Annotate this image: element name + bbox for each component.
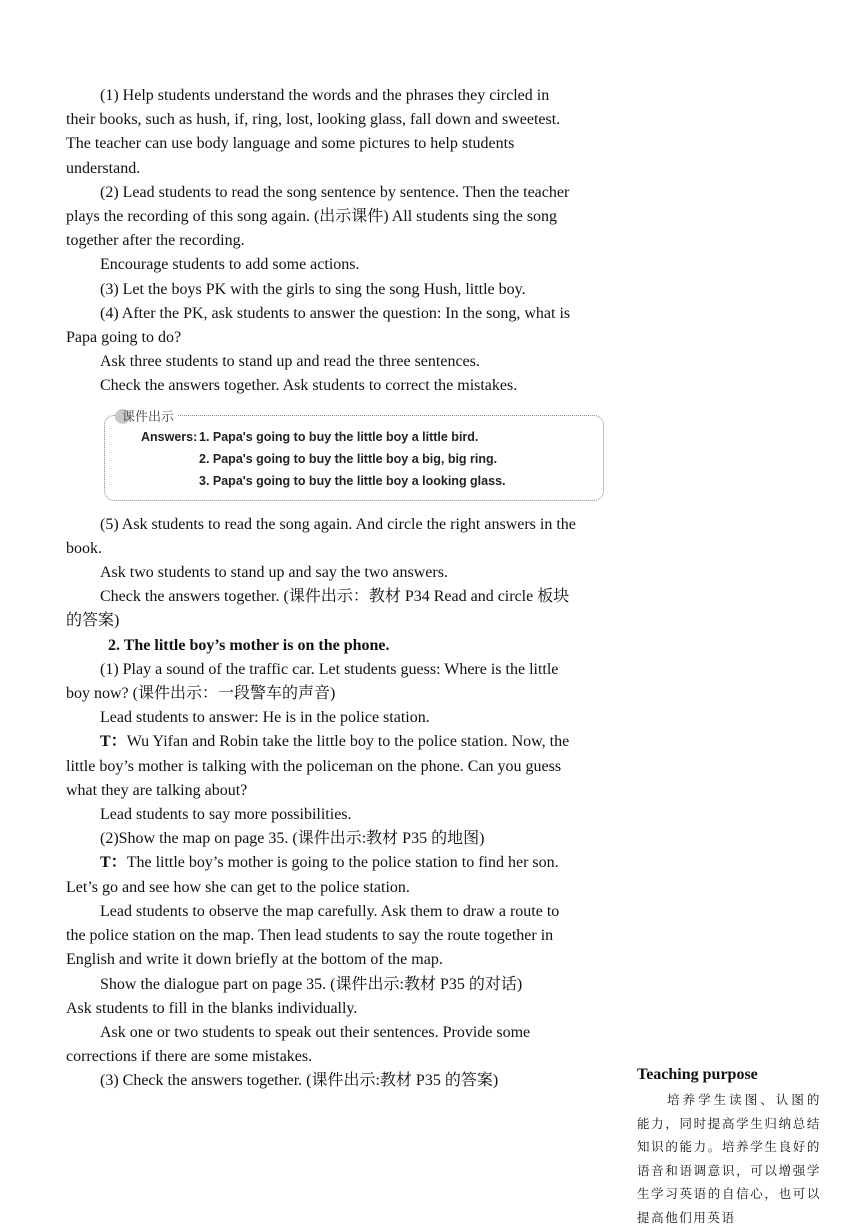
- paragraph: T：The little boy’s mother is going to the police station to find her son. Let’s go and see how she can get to the police station.: [66, 854, 559, 896]
- paragraph: (3) Check the answers together. (课件出示:教材 P35 的答案): [100, 1072, 499, 1090]
- paragraph: (4) After the PK, ask students to answer the question: In the song, what is Papa going to do?: [66, 304, 571, 347]
- answer-item: 3. Papa's going to buy the little boy a looking glass.: [199, 473, 506, 488]
- paragraph: (3) Let the boys PK with the girls to sing the song Hush, little boy.: [100, 280, 526, 298]
- paragraph: Lead students to answer: He is in the police station.: [100, 709, 430, 727]
- speaker-label: T：: [100, 854, 127, 872]
- paragraph: Show the dialogue part on page 35. (课件出示:教材 P35 的对话): [100, 975, 523, 993]
- paragraph: Ask two students to stand up and say the two answers.: [100, 564, 448, 582]
- paragraph: (2) Lead students to read the song sentence by sentence. Then the teacher plays the recording of this song again. (出示课件) All students sing the song together after the recording.: [66, 183, 570, 250]
- speaker-label: T：: [100, 733, 127, 751]
- paragraph: (5) Ask students to read the song again. And circle the right answers in the book.: [66, 515, 576, 557]
- answers-list: [141, 426, 506, 492]
- paragraph: Ask three students to stand up and read the three sentences.: [100, 353, 480, 371]
- paragraph: Encourage students to add some actions.: [100, 256, 360, 274]
- paragraph: Ask one or two students to speak out their sentences. Provide some corrections if there are some mistakes.: [66, 1023, 531, 1066]
- sidebar-title: Teaching purpose: [637, 1066, 758, 1083]
- paragraph: Check the answers together. Ask students to correct the mistakes.: [100, 377, 518, 395]
- courseware-box: [104, 408, 604, 501]
- answer-item: 2. Papa's going to buy the little boy a big, big ring.: [199, 451, 498, 466]
- section-heading: 2. The little boy’s mother is on the phone.: [108, 636, 390, 654]
- sidebar-body: 培养学生读图、认图的能力，同时提高学生归纳总结知识的能力。培养学生良好的语音和语调意识，可以增强学生学习英语的自信心，也可以提高他们用英语: [637, 1092, 821, 1225]
- paragraph: Lead students to observe the map carefully. Ask them to draw a route to the police station on the map. Then lead students to say the route together in English and write it down briefly at the bottom of the map.: [66, 902, 560, 969]
- paragraph: (1) Play a sound of the traffic car. Let students guess: Where is the little boy now? (课件出示：一段警车的声音): [66, 660, 559, 703]
- courseware-label: 课件出示: [115, 406, 178, 428]
- lesson-body: [66, 84, 581, 1094]
- answers-label: Answers:: [141, 429, 198, 444]
- paragraph: (1) Help students understand the words and the phrases they circled in their books, such as hush, if, ring, lost, looking glass, fall down and sweetest. The teacher can use body language and some pictures to help students understand.: [66, 87, 561, 177]
- paragraph: Ask students to fill in the blanks individually.: [66, 999, 358, 1017]
- answer-item: 1. Papa's going to buy the little boy a little bird.: [199, 429, 479, 444]
- paragraph: Check the answers together. (课件出示：教材 P34 Read and circle 板块的答案): [66, 588, 570, 630]
- paragraph: (2)Show the map on page 35. (课件出示:教材 P35 的地图): [100, 830, 485, 848]
- teaching-purpose-sidebar: [637, 1066, 821, 1229]
- paragraph: T：Wu Yifan and Robin take the little boy to the police station. Now, the little boy’s mother is talking with the policeman on the phone. Can you guess what they are talking about?: [66, 733, 570, 799]
- paragraph: Lead students to say more possibilities.: [100, 806, 352, 824]
